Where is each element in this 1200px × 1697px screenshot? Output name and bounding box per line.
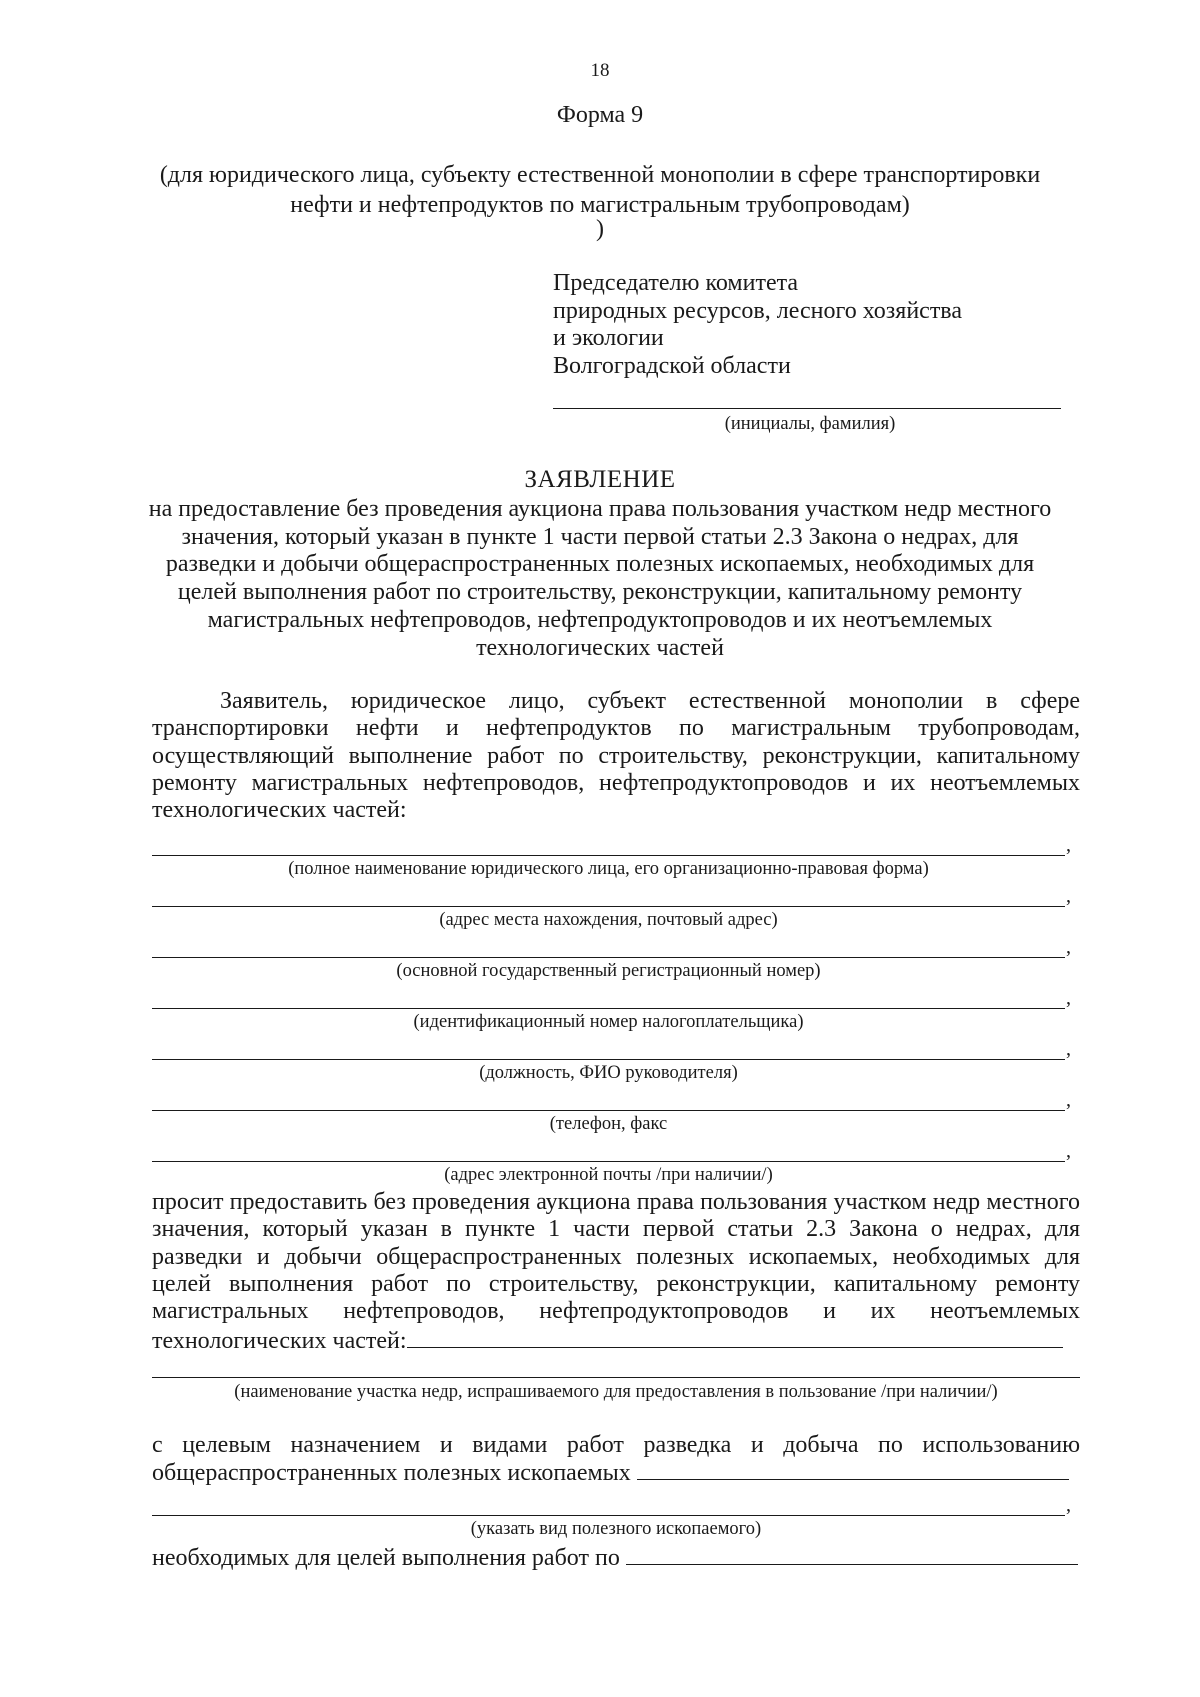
statement-subtitle-line: разведки и добычи общераспространенных полезных ископаемых, необходимых для (165, 551, 1035, 578)
field-phone-caption: (телефон, факс (549, 1114, 668, 1134)
signature-caption: (инициалы, фамилия) (724, 414, 896, 434)
mineral-blank-2[interactable] (152, 1515, 1065, 1516)
works-line (152, 1545, 1080, 1572)
statement-subtitle-line: на предоставление без проведения аукциона права пользования участком недр местного (148, 496, 1052, 522)
site-name-blank-1[interactable] (407, 1346, 1063, 1348)
field-comma: , (1066, 885, 1071, 907)
addressee-line: Волгоградской области (553, 352, 791, 379)
field-comma: , (1066, 936, 1071, 958)
field-comma: , (1066, 1089, 1071, 1111)
statement-title: ЗАЯВЛЕНИЕ (524, 466, 676, 493)
field-comma: , (1066, 1494, 1071, 1516)
statement-subtitle-line: целей выполнения работ по строительству, реконструкции, капитальному ремонту (177, 579, 1023, 606)
request-last-line (152, 1328, 1080, 1355)
statement-subtitle-line: технологических частей (476, 634, 724, 661)
applicant-paragraph (152, 688, 1080, 824)
addressee-line: природных ресурсов, лесного хозяйства (553, 297, 962, 324)
field-email-blank[interactable] (152, 1161, 1065, 1162)
mineral-caption: (указать вид полезного ископаемого) (470, 1519, 762, 1539)
works-line-text: необходимых для целей выполнения работ по (152, 1545, 620, 1571)
addressee-block (553, 270, 962, 380)
field-phone-blank[interactable] (152, 1110, 1065, 1111)
field-ogrn-caption: (основной государственный регистрационный номер) (396, 961, 821, 981)
addressee-line: Председателю комитета (553, 270, 799, 296)
statement-subtitle-line: магистральных нефтепроводов, нефтепродуктопроводов и их неотъемлемых (207, 606, 993, 633)
subtitle-line: (для юридического лица, субъекту естественной монополии в сфере транспортировки (159, 162, 1041, 188)
signature-blank[interactable] (553, 408, 1061, 409)
form-subtitle (100, 160, 1100, 220)
works-blank[interactable] (626, 1563, 1078, 1565)
field-inn-caption: (идентификационный номер налогоплательщика) (413, 1012, 804, 1032)
field-name-caption: (полное наименование юридического лица, его организационно-правовая форма) (288, 859, 929, 879)
page-number: 18 (590, 60, 610, 81)
field-ogrn-blank[interactable] (152, 957, 1065, 958)
applicant-paragraph-text: Заявитель, юридическое лицо, субъект естественной монополии в сфере транспортировки нефти и нефтепродуктов по магистральным трубопроводам, осуществляющий выполнение работ по строительству, реконструкции, капитальному ремонту магистральных нефтепроводов, нефтепродуктопроводов и их неотъемлемых технологических частей: (152, 688, 1080, 824)
field-address-caption: (адрес места нахождения, почтовый адрес) (439, 910, 778, 930)
statement-subtitle (100, 496, 1100, 662)
field-inn-blank[interactable] (152, 1008, 1065, 1009)
field-address-blank[interactable] (152, 906, 1065, 907)
request-paragraph-text: просит предоставить без проведения аукциона права пользования участком недр местного значения, который указан в пункте 1 части первой статьи 2.3 Закона о недрах, для разведки и добычи общераспространенных полезных ископаемых, необходимых для целей выполнения работ по строительству, реконструкции, капитальному ремонту магистральных нефтепроводов, нефтепродуктопроводов и их неотъемлемых (152, 1189, 1080, 1325)
site-name-blank-2[interactable] (152, 1377, 1080, 1378)
addressee-line: и экологии (553, 325, 664, 351)
purpose-line-1: с целевым назначением и видами работ разведка и добыча по использованию (152, 1432, 1080, 1458)
purpose-line-2 (152, 1460, 1080, 1487)
field-name-blank[interactable] (152, 855, 1065, 856)
field-comma: , (1066, 1140, 1071, 1162)
field-director-blank[interactable] (152, 1059, 1065, 1060)
field-director-caption: (должность, ФИО руководителя) (479, 1063, 738, 1083)
request-paragraph (152, 1189, 1080, 1325)
purpose-line-2-text: общераспространенных полезных ископаемых (152, 1460, 631, 1486)
request-last-line-text: технологических частей: (152, 1328, 407, 1354)
field-comma: , (1066, 1038, 1071, 1060)
subtitle-line: нефти и нефтепродуктов по магистральным трубопроводам) (290, 192, 910, 218)
statement-subtitle-line: значения, который указан в пункте 1 части первой статьи 2.3 Закона о недрах, для (181, 523, 1019, 550)
site-name-caption: (наименование участка недр, испрашиваемого для предоставления в пользование /при наличии/) (234, 1382, 998, 1402)
field-comma: , (1066, 987, 1071, 1009)
stray-paren: ) (596, 216, 604, 242)
form-number: Форма 9 (556, 102, 644, 128)
field-email-caption: (адрес электронной почты /при наличии/) (444, 1165, 773, 1185)
mineral-blank-1[interactable] (637, 1478, 1069, 1480)
field-comma: , (1066, 834, 1071, 856)
